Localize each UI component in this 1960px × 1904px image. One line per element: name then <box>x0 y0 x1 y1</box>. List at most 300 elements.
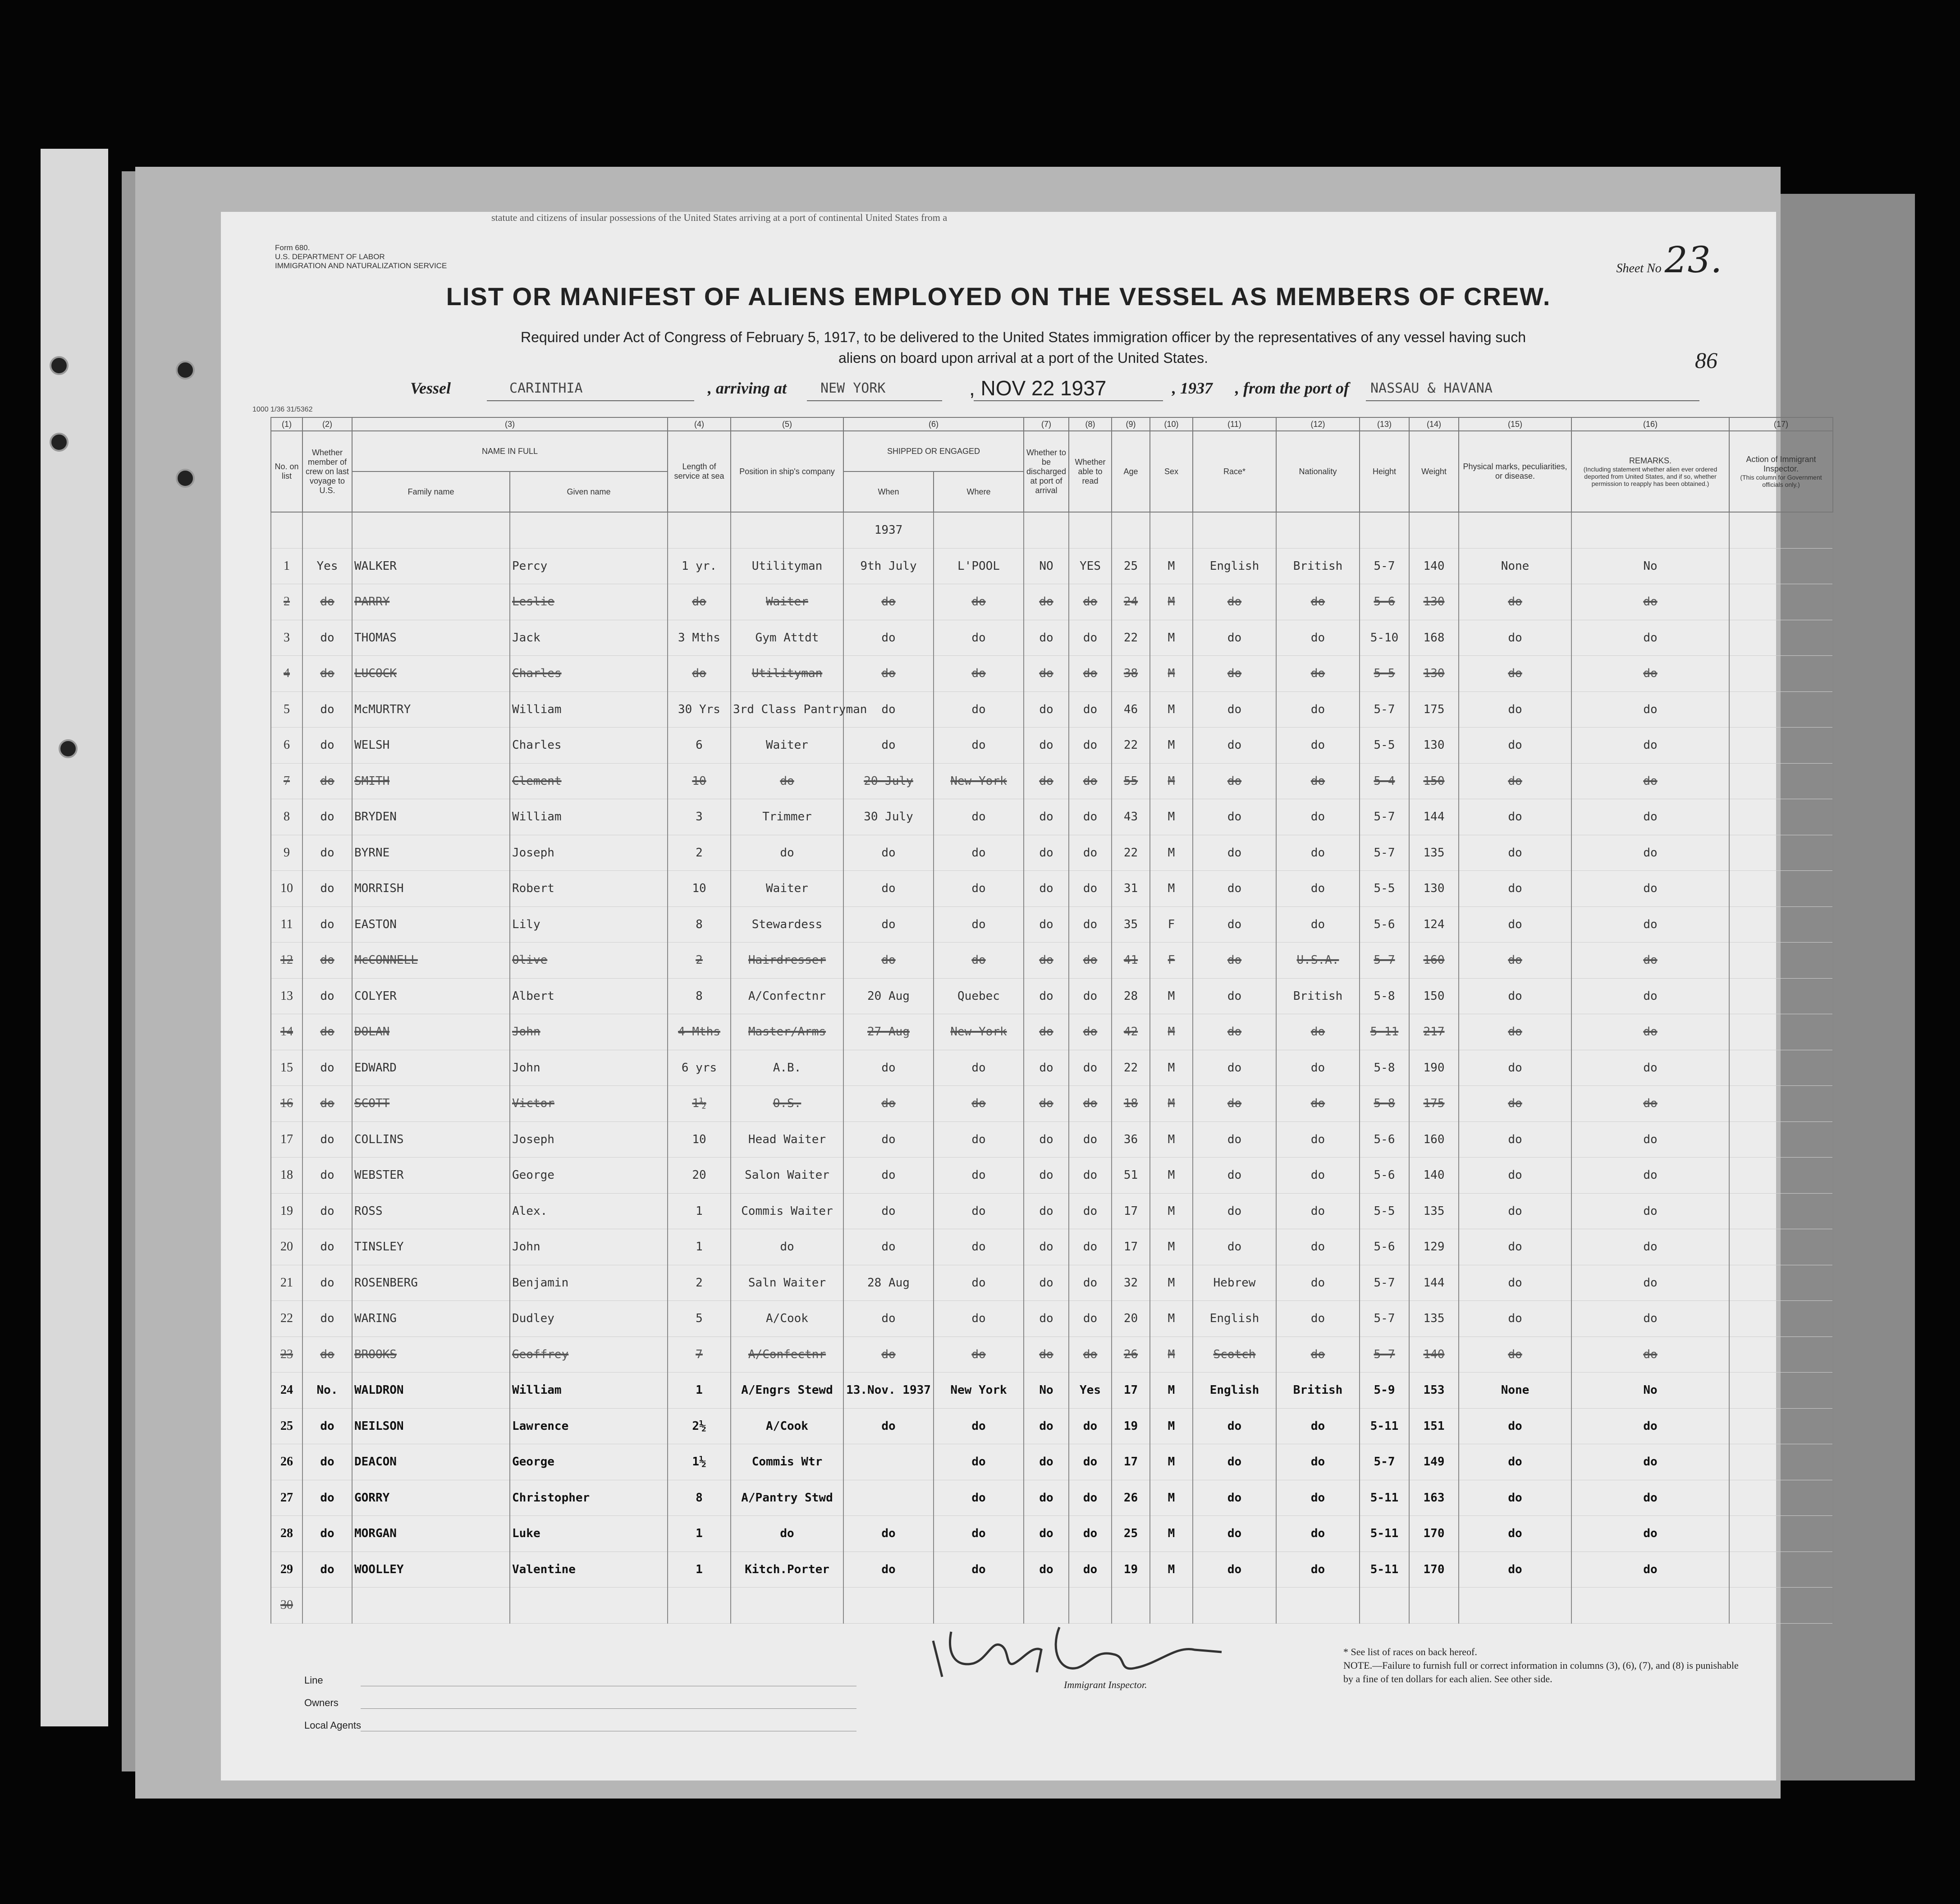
weight: 150 <box>1409 763 1459 799</box>
discharged: do <box>1024 1193 1069 1229</box>
col-num: (9) <box>1112 417 1150 431</box>
age: 25 <box>1112 548 1150 584</box>
height: 5-5 <box>1360 871 1409 907</box>
sex: M <box>1150 1158 1193 1194</box>
row-number: 8 <box>271 799 302 835</box>
header-sex: Sex <box>1150 431 1193 512</box>
member-of-crew: do <box>302 1086 352 1122</box>
remarks: do <box>1571 978 1729 1014</box>
length-of-service: 10 <box>668 1121 731 1158</box>
row-number: 21 <box>271 1265 302 1301</box>
table-row <box>271 1193 1833 1229</box>
shipped-when: do <box>843 1301 934 1337</box>
length-of-service: 1 <box>668 1373 731 1409</box>
race: do <box>1193 835 1276 871</box>
shipped-where: Quebec <box>934 978 1024 1014</box>
row-number: 27 <box>271 1480 302 1516</box>
physical-marks: do <box>1459 1552 1571 1588</box>
family-name: TINSLEY <box>352 1229 510 1265</box>
table-row <box>271 799 1833 835</box>
discharged: do <box>1024 1444 1069 1480</box>
arriving-label: , arriving at <box>708 379 787 397</box>
inspector-action <box>1729 691 1833 728</box>
remarks: do <box>1571 1086 1729 1122</box>
position: Master/Arms <box>731 1014 843 1050</box>
race: English <box>1193 1301 1276 1337</box>
member-of-crew: do <box>302 691 352 728</box>
race: do <box>1193 1193 1276 1229</box>
length-of-service: 1 yr. <box>668 548 731 584</box>
table-row <box>271 1229 1833 1265</box>
physical-marks: do <box>1459 728 1571 764</box>
age: 17 <box>1112 1444 1150 1480</box>
shipped-where: do <box>934 1408 1024 1444</box>
weight: 170 <box>1409 1516 1459 1552</box>
remarks: No <box>1571 548 1729 584</box>
discharged: do <box>1024 620 1069 656</box>
member-of-crew: do <box>302 584 352 620</box>
family-name: McCONNELL <box>352 943 510 979</box>
shipped-when: do <box>843 728 934 764</box>
member-of-crew: do <box>302 728 352 764</box>
table-row <box>271 620 1833 656</box>
shipped-when: do <box>843 656 934 692</box>
discharged: do <box>1024 1086 1069 1122</box>
line-label: Line <box>304 1675 323 1686</box>
col-num: (7) <box>1024 417 1069 431</box>
position: Stewardess <box>731 906 843 943</box>
inspector-action <box>1729 835 1833 871</box>
table-row <box>271 584 1833 620</box>
remarks: do <box>1571 656 1729 692</box>
nationality: do <box>1276 1158 1360 1194</box>
family-name: COLLINS <box>352 1121 510 1158</box>
length-of-service: do <box>668 656 731 692</box>
shipped-when: do <box>843 1408 934 1444</box>
nationality: do <box>1276 763 1360 799</box>
length-of-service: 1 <box>668 1229 731 1265</box>
physical-marks: do <box>1459 1408 1571 1444</box>
shipped-when <box>843 1480 934 1516</box>
length-of-service: 10 <box>668 763 731 799</box>
race: Hebrew <box>1193 1265 1276 1301</box>
row-number: 14 <box>271 1014 302 1050</box>
race: do <box>1193 943 1276 979</box>
member-of-crew: do <box>302 763 352 799</box>
length-of-service: 2½ <box>668 1408 731 1444</box>
inspector-action <box>1729 1516 1833 1552</box>
member-of-crew: do <box>302 978 352 1014</box>
inspector-action <box>1729 620 1833 656</box>
sex: M <box>1150 1516 1193 1552</box>
weight: 151 <box>1409 1408 1459 1444</box>
race: Scotch <box>1193 1336 1276 1373</box>
inspector-action <box>1729 1193 1833 1229</box>
given-name: John <box>510 1229 668 1265</box>
given-name: Percy <box>510 548 668 584</box>
nationality: do <box>1276 1516 1360 1552</box>
race: do <box>1193 1014 1276 1050</box>
able-to-read: do <box>1069 1444 1112 1480</box>
length-of-service: 3 <box>668 799 731 835</box>
crew-rows <box>271 512 1833 1623</box>
member-of-crew: do <box>302 1014 352 1050</box>
able-to-read: do <box>1069 728 1112 764</box>
inspector-action <box>1729 906 1833 943</box>
member-of-crew: do <box>302 1121 352 1158</box>
age: 32 <box>1112 1265 1150 1301</box>
length-of-service: 2 <box>668 943 731 979</box>
table-row <box>271 548 1833 584</box>
inspector-action <box>1729 1588 1833 1624</box>
nationality: do <box>1276 1193 1360 1229</box>
position: A.B. <box>731 1050 843 1086</box>
shipped-where: do <box>934 1193 1024 1229</box>
sex: M <box>1150 1336 1193 1373</box>
member-of-crew: Yes <box>302 548 352 584</box>
family-name: LUCOCK <box>352 656 510 692</box>
row-number: 17 <box>271 1121 302 1158</box>
col-num: (10) <box>1150 417 1193 431</box>
able-to-read: do <box>1069 1229 1112 1265</box>
col-num: (8) <box>1069 417 1112 431</box>
remarks: do <box>1571 728 1729 764</box>
family-name: SMITH <box>352 763 510 799</box>
race: do <box>1193 763 1276 799</box>
position: A/Pantry Stwd <box>731 1480 843 1516</box>
sex: M <box>1150 871 1193 907</box>
member-of-crew: do <box>302 1265 352 1301</box>
race: English <box>1193 548 1276 584</box>
nationality: British <box>1276 1373 1360 1409</box>
remarks: do <box>1571 763 1729 799</box>
header-given-name: Given name <box>510 471 668 512</box>
length-of-service: 4 Mths <box>668 1014 731 1050</box>
age: 31 <box>1112 871 1150 907</box>
discharged: do <box>1024 1158 1069 1194</box>
family-name: WOOLLEY <box>352 1552 510 1588</box>
shipped-where: do <box>934 1086 1024 1122</box>
shipped-where: do <box>934 871 1024 907</box>
header-name-in-full: NAME IN FULL <box>352 431 668 471</box>
inspector-action <box>1729 1050 1833 1086</box>
discharged: do <box>1024 1050 1069 1086</box>
row-number: 25 <box>271 1408 302 1444</box>
shipped-where: New York <box>934 1373 1024 1409</box>
shipped-where: do <box>934 1229 1024 1265</box>
binder-hole <box>176 361 195 380</box>
discharged: NO <box>1024 548 1069 584</box>
sex: M <box>1150 1265 1193 1301</box>
shipped-where: do <box>934 1336 1024 1373</box>
inspector-action <box>1729 584 1833 620</box>
page-title: LIST OR MANIFEST OF ALIENS EMPLOYED ON THE VESSEL AS MEMBERS OF CREW. <box>446 282 1551 311</box>
able-to-read: do <box>1069 1086 1112 1122</box>
given-name: Leslie <box>510 584 668 620</box>
weight: 175 <box>1409 691 1459 728</box>
family-name: NEILSON <box>352 1408 510 1444</box>
action-note: (This column for Government officials only.) <box>1740 474 1822 488</box>
header-when: When <box>843 471 934 512</box>
family-name: COLYER <box>352 978 510 1014</box>
row-number: 20 <box>271 1229 302 1265</box>
age: 19 <box>1112 1552 1150 1588</box>
member-of-crew: do <box>302 906 352 943</box>
header-physical-marks: Physical marks, peculiarities, or disease. <box>1459 431 1571 512</box>
vessel-name: CARINTHIA <box>509 380 583 396</box>
nationality: do <box>1276 584 1360 620</box>
year-note-row <box>271 512 1833 548</box>
row-number: 16 <box>271 1086 302 1122</box>
able-to-read: do <box>1069 763 1112 799</box>
able-to-read: do <box>1069 656 1112 692</box>
length-of-service: 20 <box>668 1158 731 1194</box>
header-able-to-read: Whether able to read <box>1069 431 1112 512</box>
family-name: PARRY <box>352 584 510 620</box>
row-number: 4 <box>271 656 302 692</box>
nationality: do <box>1276 1229 1360 1265</box>
header-no-on-list: No. on list <box>271 431 302 512</box>
weight: 144 <box>1409 799 1459 835</box>
length-of-service: 3 Mths <box>668 620 731 656</box>
height: 5-7 <box>1360 1444 1409 1480</box>
remarks: do <box>1571 1552 1729 1588</box>
family-name: BYRNE <box>352 835 510 871</box>
vessel-line <box>221 376 1776 406</box>
race: do <box>1193 691 1276 728</box>
position: Kitch.Porter <box>731 1552 843 1588</box>
physical-marks: do <box>1459 871 1571 907</box>
shipped-where: do <box>934 691 1024 728</box>
physical-marks: do <box>1459 1014 1571 1050</box>
service-name: IMMIGRATION AND NATURALIZATION SERVICE <box>275 261 447 270</box>
row-number: 22 <box>271 1301 302 1337</box>
given-name: William <box>510 1373 668 1409</box>
col-num: (16) <box>1571 417 1729 431</box>
race: do <box>1193 1516 1276 1552</box>
physical-marks: do <box>1459 1301 1571 1337</box>
shipped-when: do <box>843 1552 934 1588</box>
age: 46 <box>1112 691 1150 728</box>
inspector-action <box>1729 1373 1833 1409</box>
age: 36 <box>1112 1121 1150 1158</box>
height: 5-6 <box>1360 1229 1409 1265</box>
height: 5-8 <box>1360 1050 1409 1086</box>
position: 3rd Class Pantryman <box>731 691 843 728</box>
remarks: do <box>1571 943 1729 979</box>
sex: M <box>1150 799 1193 835</box>
weight: 150 <box>1409 978 1459 1014</box>
able-to-read: do <box>1069 1158 1112 1194</box>
table-row <box>271 691 1833 728</box>
length-of-service: 6 yrs <box>668 1050 731 1086</box>
form-identifier <box>275 243 447 270</box>
position: Waiter <box>731 584 843 620</box>
inspector-action <box>1729 763 1833 799</box>
remarks-note: (Including statement whether alien ever ordered deported from United States, and if so, whether permission to reapply has been obtained.) <box>1583 465 1717 487</box>
height: 5-10 <box>1360 620 1409 656</box>
inspector-action <box>1729 1444 1833 1480</box>
able-to-read: do <box>1069 978 1112 1014</box>
weight: 130 <box>1409 656 1459 692</box>
position: Utilityman <box>731 656 843 692</box>
owners-label: Owners <box>304 1697 339 1708</box>
age: 42 <box>1112 1014 1150 1050</box>
shipped-when: do <box>843 584 934 620</box>
position: Commis Waiter <box>731 1193 843 1229</box>
weight: 160 <box>1409 943 1459 979</box>
shipped-where: do <box>934 1265 1024 1301</box>
sex: M <box>1150 1193 1193 1229</box>
shipped-when: do <box>843 620 934 656</box>
shipped-where: New York <box>934 763 1024 799</box>
given-name: John <box>510 1050 668 1086</box>
length-of-service: 2 <box>668 1265 731 1301</box>
length-of-service: 30 Yrs <box>668 691 731 728</box>
discharged: do <box>1024 763 1069 799</box>
discharged: do <box>1024 584 1069 620</box>
shipped-when: do <box>843 691 934 728</box>
races-note: * See list of races on back hereof. <box>1343 1646 1477 1657</box>
able-to-read: do <box>1069 1014 1112 1050</box>
race: do <box>1193 1444 1276 1480</box>
height: 5-7 <box>1360 1265 1409 1301</box>
table-row <box>271 1121 1833 1158</box>
weight: 124 <box>1409 906 1459 943</box>
member-of-crew: do <box>302 871 352 907</box>
col-num: (12) <box>1276 417 1360 431</box>
header-height: Height <box>1360 431 1409 512</box>
binder-hole <box>176 469 195 488</box>
remarks: do <box>1571 799 1729 835</box>
nationality: do <box>1276 1086 1360 1122</box>
shipped-where: do <box>934 656 1024 692</box>
physical-marks: do <box>1459 620 1571 656</box>
weight: 140 <box>1409 1158 1459 1194</box>
inspector-action <box>1729 1301 1833 1337</box>
shipped-when: do <box>843 1229 934 1265</box>
able-to-read: do <box>1069 691 1112 728</box>
age: 17 <box>1112 1373 1150 1409</box>
weight: 140 <box>1409 1336 1459 1373</box>
member-of-crew: do <box>302 943 352 979</box>
member-of-crew: do <box>302 1193 352 1229</box>
shipped-where: do <box>934 1301 1024 1337</box>
physical-marks: None <box>1459 548 1571 584</box>
remarks: do <box>1571 1158 1729 1194</box>
member-of-crew: do <box>302 1516 352 1552</box>
length-of-service: 1 <box>668 1552 731 1588</box>
age: 19 <box>1112 1408 1150 1444</box>
member-of-crew: do <box>302 1158 352 1194</box>
position: A/Cook <box>731 1301 843 1337</box>
table-row <box>271 1336 1833 1373</box>
given-name: Albert <box>510 978 668 1014</box>
length-of-service: 2 <box>668 835 731 871</box>
age: 22 <box>1112 620 1150 656</box>
discharged: do <box>1024 799 1069 835</box>
sheet-label: Sheet No <box>1616 261 1662 275</box>
position: Hairdresser <box>731 943 843 979</box>
given-name: Lily <box>510 906 668 943</box>
sex: M <box>1150 1014 1193 1050</box>
sex: M <box>1150 1408 1193 1444</box>
member-of-crew: do <box>302 1552 352 1588</box>
given-name: Luke <box>510 1516 668 1552</box>
nationality: do <box>1276 1444 1360 1480</box>
remarks: do <box>1571 691 1729 728</box>
page-subtitle <box>392 327 1654 368</box>
given-name: Charles <box>510 728 668 764</box>
nationality: do <box>1276 1408 1360 1444</box>
physical-marks: None <box>1459 1373 1571 1409</box>
inspector-signature <box>924 1614 1231 1686</box>
able-to-read: do <box>1069 1121 1112 1158</box>
physical-marks: do <box>1459 763 1571 799</box>
table-row <box>271 943 1833 979</box>
inspector-action <box>1729 656 1833 692</box>
table-row <box>271 906 1833 943</box>
position: O.S. <box>731 1086 843 1122</box>
weight: 135 <box>1409 835 1459 871</box>
able-to-read: do <box>1069 906 1112 943</box>
sheet-number-block <box>1616 239 1722 281</box>
shipped-where: do <box>934 620 1024 656</box>
local-agents-label: Local Agents <box>304 1720 361 1731</box>
given-name: John <box>510 1014 668 1050</box>
shipped-when <box>843 1444 934 1480</box>
sex: M <box>1150 691 1193 728</box>
discharged: do <box>1024 1408 1069 1444</box>
height: 5-6 <box>1360 906 1409 943</box>
inspector-action <box>1729 799 1833 835</box>
remarks-title: REMARKS. <box>1629 456 1672 465</box>
nationality: do <box>1276 799 1360 835</box>
shipped-when: do <box>843 1193 934 1229</box>
height <box>1360 1588 1409 1624</box>
sex: M <box>1150 728 1193 764</box>
header-member-of-crew: Whether member of crew on last voyage to U.S. <box>302 431 352 512</box>
fine-note: NOTE.—Failure to furnish full or correct information in columns (3), (6), (7), and (8) is punishable by a fine of ten dollars for each alien. See other side. <box>1343 1660 1739 1684</box>
age: 38 <box>1112 656 1150 692</box>
crew-table <box>270 417 1833 1624</box>
discharged: No <box>1024 1373 1069 1409</box>
length-of-service: 7 <box>668 1336 731 1373</box>
length-of-service: 8 <box>668 906 731 943</box>
discharged: do <box>1024 728 1069 764</box>
family-name <box>352 1588 510 1624</box>
nationality: do <box>1276 1014 1360 1050</box>
weight: 140 <box>1409 548 1459 584</box>
remarks: do <box>1571 1014 1729 1050</box>
row-number: 2 <box>271 584 302 620</box>
age: 28 <box>1112 978 1150 1014</box>
remarks: do <box>1571 1444 1729 1480</box>
form-code: 1000 1/36 31/5362 <box>252 406 313 413</box>
discharged: do <box>1024 943 1069 979</box>
row-number: 1 <box>271 548 302 584</box>
owners-field <box>361 1708 856 1709</box>
inspector-action <box>1729 1408 1833 1444</box>
remarks: do <box>1571 620 1729 656</box>
departure-port: NASSAU & HAVANA <box>1370 380 1493 396</box>
age: 24 <box>1112 584 1150 620</box>
height: 5-11 <box>1360 1014 1409 1050</box>
weight: 170 <box>1409 1552 1459 1588</box>
given-name: Dudley <box>510 1301 668 1337</box>
nationality: do <box>1276 835 1360 871</box>
shipped-when: 30 July <box>843 799 934 835</box>
